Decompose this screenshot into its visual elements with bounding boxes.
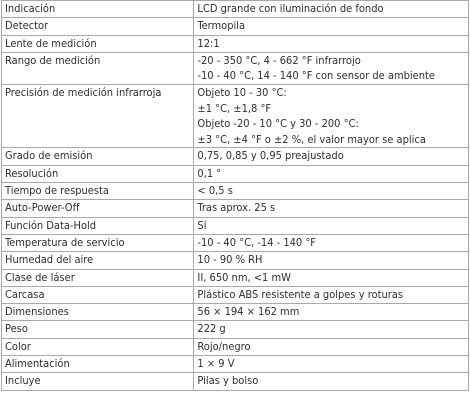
- spec-value-line: 56 × 194 × 162 mm: [197, 305, 300, 319]
- spec-row: [2, 148, 469, 165]
- spec-row: [2, 35, 469, 52]
- spec-value: [194, 148, 469, 165]
- spec-value: [194, 373, 469, 390]
- spec-label: Indicación: [2, 1, 194, 18]
- spec-value: [194, 217, 469, 234]
- spec-value-line: 12:1: [197, 36, 220, 50]
- spec-label: Auto-Power-Off: [2, 200, 194, 217]
- spec-row: [2, 338, 469, 355]
- spec-label: Tiempo de respuesta: [2, 183, 194, 200]
- spec-row: [2, 234, 469, 251]
- spec-label: Alimentación: [2, 356, 194, 373]
- spec-row: [2, 52, 469, 84]
- spec-value-line: -10 - 40 °C, -14 - 140 °F: [197, 235, 316, 249]
- spec-value-line: 1 × 9 V: [197, 357, 235, 371]
- spec-row: [2, 85, 469, 148]
- spec-row: [2, 304, 469, 321]
- spec-value: [194, 52, 469, 84]
- spec-table: [1, 0, 469, 391]
- spec-value-line: Pilas y bolso: [197, 374, 259, 388]
- spec-label: Temperatura de servicio: [2, 234, 194, 251]
- spec-value-line: II, 650 nm, <1 mW: [197, 270, 291, 284]
- spec-value-line: Termopila: [197, 19, 246, 33]
- spec-row: [2, 373, 469, 390]
- spec-label: Dimensiones: [2, 304, 194, 321]
- spec-value-line: -20 - 350 °C, 4 - 662 °F infrarrojo: [197, 53, 361, 67]
- spec-row: [2, 269, 469, 286]
- spec-row: [2, 252, 469, 269]
- spec-row: [2, 183, 469, 200]
- spec-value: [194, 321, 469, 338]
- spec-value-line: 0,1 °: [197, 166, 222, 180]
- spec-label: Función Data-Hold: [2, 217, 194, 234]
- spec-value: [194, 1, 469, 18]
- spec-label: Incluye: [2, 373, 194, 390]
- spec-label: Peso: [2, 321, 194, 338]
- spec-value-line: 222 g: [197, 322, 226, 336]
- spec-value: [194, 234, 469, 251]
- spec-label: Grado de emisión: [2, 148, 194, 165]
- spec-label: Lente de medición: [2, 35, 194, 52]
- spec-value: [194, 304, 469, 321]
- spec-value-line: ±1 °C, ±1,8 °F: [197, 101, 272, 115]
- spec-value-line: ±3 °C, ±4 °F o ±2 %, el valor mayor se aplica: [197, 132, 426, 146]
- spec-table-body: [2, 1, 469, 391]
- spec-row: [2, 165, 469, 182]
- spec-value-line: < 0,5 s: [197, 184, 233, 198]
- spec-value: [194, 252, 469, 269]
- spec-value-line: Sí: [197, 218, 207, 232]
- spec-value-line: LCD grande con iluminación de fondo: [197, 2, 384, 15]
- spec-value: [194, 183, 469, 200]
- spec-value-line: Objeto 10 - 30 °C:: [197, 86, 287, 100]
- spec-row: [2, 286, 469, 303]
- spec-label: Carcasa: [2, 286, 194, 303]
- spec-label: Humedad del aire: [2, 252, 194, 269]
- spec-row: [2, 217, 469, 234]
- spec-value: [194, 338, 469, 355]
- spec-label: Resolución: [2, 165, 194, 182]
- spec-value-line: Plástico ABS resistente a golpes y roturas: [197, 287, 404, 301]
- spec-row: [2, 1, 469, 18]
- spec-value-line: Tras aprox. 25 s: [197, 201, 276, 215]
- spec-label: Clase de láser: [2, 269, 194, 286]
- spec-row: [2, 200, 469, 217]
- spec-value-line: Rojo/negro: [197, 339, 251, 353]
- spec-label: Precisión de medición infrarroja: [2, 85, 194, 148]
- spec-value: [194, 356, 469, 373]
- spec-row: [2, 321, 469, 338]
- spec-value-line: 10 - 90 % RH: [197, 253, 263, 267]
- spec-label: Color: [2, 338, 194, 355]
- spec-row: [2, 18, 469, 35]
- spec-value-line: 0,75, 0,85 y 0,95 preajustado: [197, 149, 344, 163]
- spec-value-line: Objeto -20 - 10 °C y 30 - 200 °C:: [197, 117, 359, 131]
- spec-value: [194, 18, 469, 35]
- spec-value: [194, 165, 469, 182]
- spec-value: [194, 200, 469, 217]
- spec-value: [194, 85, 469, 148]
- spec-value-line: -10 - 40 °C, 14 - 140 °F con sensor de ambiente: [197, 69, 435, 83]
- spec-row: [2, 356, 469, 373]
- spec-value: [194, 35, 469, 52]
- spec-label: Detector: [2, 18, 194, 35]
- spec-value: [194, 269, 469, 286]
- spec-label: Rango de medición: [2, 52, 194, 84]
- spec-value: [194, 286, 469, 303]
